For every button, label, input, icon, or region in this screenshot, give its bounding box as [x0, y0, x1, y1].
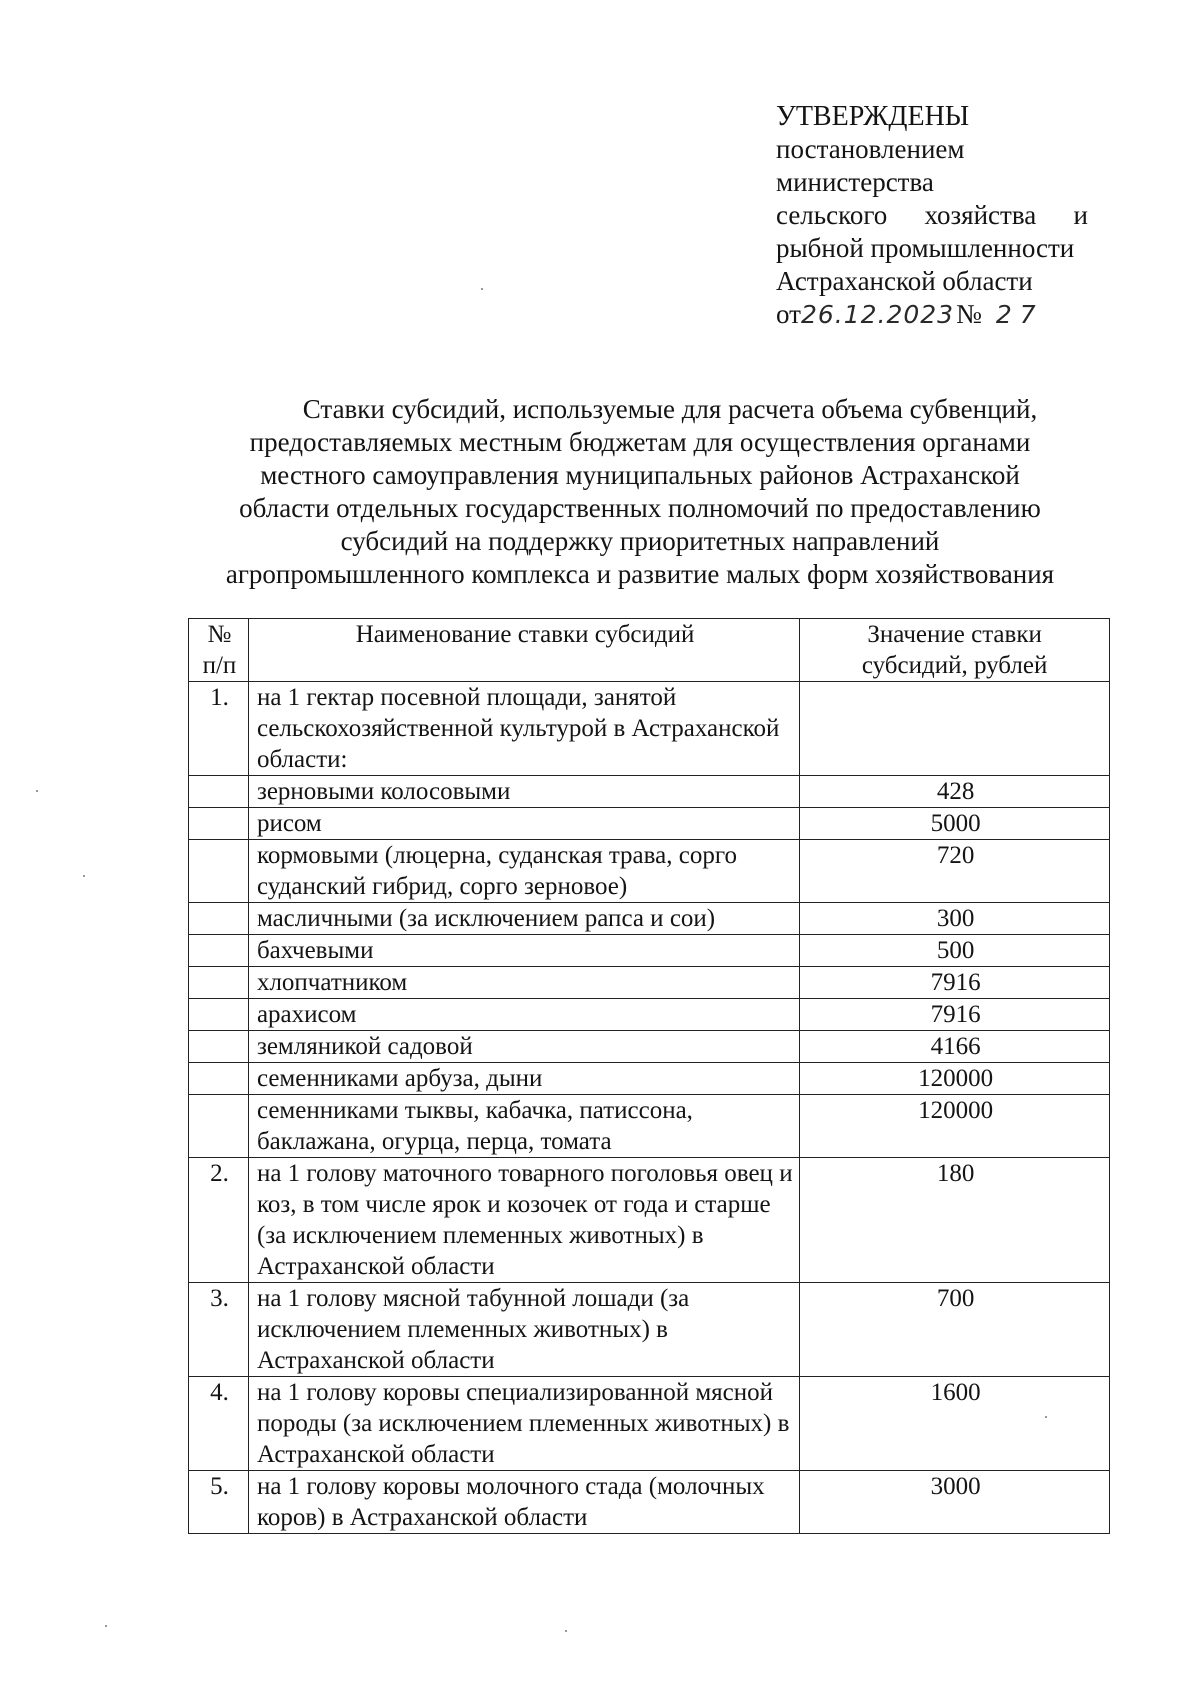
scan-speck	[481, 288, 483, 290]
handwritten-date: 26.12.2023	[800, 300, 955, 329]
row-number: 5.	[189, 1471, 249, 1534]
row-value: 428	[800, 776, 1110, 808]
approval-line-5: Астраханской области	[776, 266, 1033, 296]
table-row	[189, 1095, 1110, 1158]
table-row	[189, 1063, 1110, 1095]
table-row	[189, 808, 1110, 840]
header-name: Наименование ставки субсидий	[248, 619, 799, 682]
row-name: бахчевыми	[248, 935, 799, 967]
scan-speck	[565, 1630, 567, 1632]
row-name: земляникой садовой	[248, 1031, 799, 1063]
table-body	[189, 682, 1110, 1534]
row-name: на 1 голову маточного товарного поголовья овец и коз, в том числе ярок и козочек от года и старше (за исключением племенных животных) в Астраханской области	[248, 1158, 799, 1283]
table-row	[189, 776, 1110, 808]
table-row	[189, 1283, 1110, 1377]
approval-word-1: сельского	[776, 200, 888, 230]
row-number	[189, 967, 249, 999]
row-number	[189, 808, 249, 840]
row-value: 180	[800, 1158, 1110, 1283]
approval-line-3	[776, 199, 1088, 232]
scan-speck	[105, 1625, 107, 1627]
row-value: 720	[800, 840, 1110, 903]
row-number: 2.	[189, 1158, 249, 1283]
row-number	[189, 776, 249, 808]
document-title	[190, 393, 1090, 591]
row-number	[189, 840, 249, 903]
row-number	[189, 935, 249, 967]
table-row	[189, 840, 1110, 903]
row-number	[189, 1095, 249, 1158]
title-line: Ставки субсидий, используемые для расчета объема субвенций,	[302, 394, 1038, 424]
row-name: арахисом	[248, 999, 799, 1031]
row-value: 500	[800, 935, 1110, 967]
row-value: 120000	[800, 1063, 1110, 1095]
handwritten-number: 27	[995, 300, 1044, 329]
title-line: субсидий на поддержку приоритетных направлений	[340, 526, 940, 556]
row-value: 7916	[800, 967, 1110, 999]
table-row	[189, 935, 1110, 967]
row-value	[800, 682, 1110, 776]
row-name: на 1 голову мясной табунной лошади (за исключением племенных животных) в Астраханской области	[248, 1283, 799, 1377]
table-row	[189, 1377, 1110, 1471]
row-value: 5000	[800, 808, 1110, 840]
row-name: семенниками арбуза, дыни	[248, 1063, 799, 1095]
row-value: 300	[800, 903, 1110, 935]
scan-speck	[83, 875, 85, 877]
row-number: 4.	[189, 1377, 249, 1471]
row-name: масличными (за исключением рапса и сои)	[248, 903, 799, 935]
approval-line-4: рыбной промышленности	[776, 233, 1075, 263]
row-number	[189, 1063, 249, 1095]
table-header-row	[189, 619, 1110, 682]
row-value: 4166	[800, 1031, 1110, 1063]
table-row	[189, 1031, 1110, 1063]
row-value: 120000	[800, 1095, 1110, 1158]
row-number: 1.	[189, 682, 249, 776]
row-name: на 1 гектар посевной площади, занятой сельскохозяйственной культурой в Астраханской области:	[248, 682, 799, 776]
row-number: 3.	[189, 1283, 249, 1377]
header-value: Значение ставки субсидий, рублей	[800, 619, 1110, 682]
row-name: на 1 голову коровы молочного стада (молочных коров) в Астраханской области	[248, 1471, 799, 1534]
title-line: области отдельных государственных полномочий по предоставлению	[239, 493, 1041, 523]
row-value: 1600	[800, 1377, 1110, 1471]
row-name: кормовыми (люцерна, суданская трава, сорго суданский гибрид, сорго зерновое)	[248, 840, 799, 903]
number-prefix: №	[956, 299, 982, 329]
approval-line-2: министерства	[776, 167, 934, 197]
title-line: предоставляемых местным бюджетам для осуществления органами	[249, 427, 1031, 457]
table-row	[189, 999, 1110, 1031]
row-value: 700	[800, 1283, 1110, 1377]
header-number: № п/п	[189, 619, 249, 682]
approval-word-3: и	[1073, 200, 1088, 230]
table-row	[189, 1471, 1110, 1534]
table-row	[189, 903, 1110, 935]
subsidy-rates-table	[188, 618, 1110, 1534]
row-value: 7916	[800, 999, 1110, 1031]
table-row	[189, 967, 1110, 999]
approval-line-1: постановлением	[776, 134, 965, 164]
title-line: местного самоуправления муниципальных районов Астраханской	[260, 460, 1020, 490]
row-name: семенниками тыквы, кабачка, патиссона, баклажана, огурца, перца, томата	[248, 1095, 799, 1158]
row-name: рисом	[248, 808, 799, 840]
row-number	[189, 1031, 249, 1063]
date-prefix: от	[776, 299, 801, 329]
table-row	[189, 682, 1110, 776]
table-row	[189, 1158, 1110, 1283]
row-number	[189, 903, 249, 935]
row-name: хлопчатником	[248, 967, 799, 999]
row-value: 3000	[800, 1471, 1110, 1534]
approval-date-line	[776, 298, 1088, 331]
approval-word-2: хозяйства	[924, 200, 1037, 230]
row-name: зерновыми колосовыми	[248, 776, 799, 808]
scan-speck	[1045, 1416, 1047, 1418]
row-number	[189, 999, 249, 1031]
scan-speck	[36, 790, 38, 792]
approval-heading: УТВЕРЖДЕНЫ	[776, 101, 970, 132]
row-name: на 1 голову коровы специализированной мясной породы (за исключением племенных животных) в Астраханской области	[248, 1377, 799, 1471]
approval-block	[776, 100, 1088, 331]
title-line: агропромышленного комплекса и развитие малых форм хозяйствования	[225, 559, 1055, 589]
